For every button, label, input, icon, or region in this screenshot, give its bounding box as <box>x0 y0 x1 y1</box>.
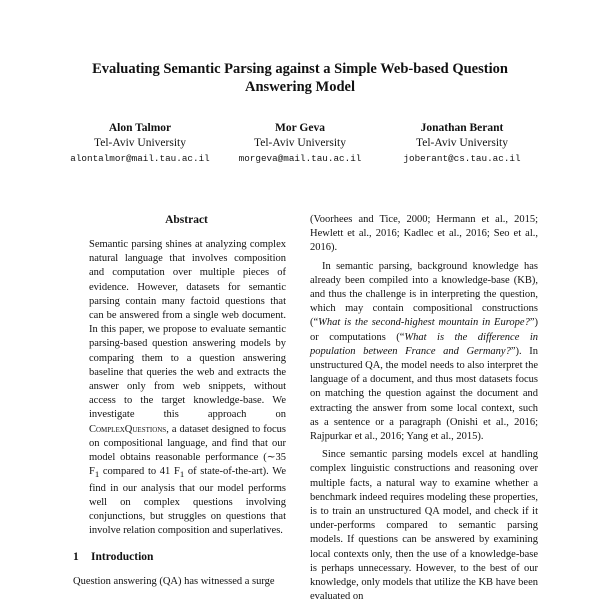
author-name: Alon Talmor <box>108 122 172 134</box>
paragraph: Since semantic parsing models excel at handling complex linguistic constructions and reasoning over multiple facts, a natural way to examine whether a benchmark indeed requires modeling these properties, is to train an unstructured QA model, and check if it under-performs compared to semantic parsing models. If questions can be answered by examining local contexts only, then the use of a knowledge-base is perhaps unnecessary. However, to the best of our knowledge, only models that utilize the KB have been evaluated on <box>310 449 538 603</box>
author-affiliation: Tel-Aviv University <box>254 137 346 149</box>
abstract-text: Semantic parsing shines at analyzing complex natural language that involves composition and computation over multiple pieces of evidence. However, datasets for semantic parsing contain many factoid questions that can be answered from a single web document. In this paper, we propose to evaluate semantic parsing-based question answering models by comparing them to a question answering baseline that queries the web and extracts the answer only from web snippets, without access to the target knowledge-base. We investigate this approach on ComplexQuestions, a dataset designed to focus on compositional language, and find that our model obtains reasonable performance (∼35 $F_1$ compared to 41 $F_1$ of state-of-the-art). We find in our analysis that our model performs well on complex questions involving conjunctions, but struggles on questions that involve relation composition and superlatives. <box>89 239 286 537</box>
paper-title: Evaluating Semantic Parsing against a Simple Web-based Question Answering Model <box>92 61 508 95</box>
right-column <box>310 213 538 604</box>
author-block <box>50 121 230 166</box>
abstract-heading: Abstract <box>165 214 208 226</box>
author-affiliation: Tel-Aviv University <box>94 137 186 149</box>
paragraph: (Voorhees and Tice, 2000; Hermann et al., 2015; Hewlett et al., 2016; Kadlec et al., 2016; Seo et al., 2016). <box>310 214 538 254</box>
author-block <box>372 121 552 166</box>
paragraph: In semantic parsing, background knowledge has already been compiled into a knowledge-base (KB), and thus the challenge is in interpreting the question, which may contain compositional constructions (“What is the second-highest mountain in Europe?”) or computations (“What is the difference in population between France and Germany?”). In unstructured QA, the model needs to also interpret the language of a document, and thus most datasets focus on matching the question against the document and extracting the answer from some local context, such as a sentence or a paragraph (Onishi et al., 2016; Rajpurkar et al., 2016; Yang et al., 2015). <box>310 260 539 443</box>
introduction-text: Question answering (QA) has witnessed a surge <box>73 576 275 588</box>
author-affiliation: Tel-Aviv University <box>416 137 508 149</box>
dataset-name: ComplexQuestions <box>89 423 167 435</box>
author-email: alontalmor@mail.tau.ac.il <box>70 153 210 164</box>
author-block <box>210 121 390 166</box>
section-heading-introduction: 1 Introduction <box>73 551 154 564</box>
left-column <box>73 213 300 590</box>
author-email: morgeva@mail.tau.ac.il <box>238 153 362 164</box>
author-name: Mor Geva <box>275 122 325 134</box>
author-email: joberant@cs.tau.ac.il <box>403 153 521 164</box>
author-name: Jonathan Berant <box>420 122 504 134</box>
